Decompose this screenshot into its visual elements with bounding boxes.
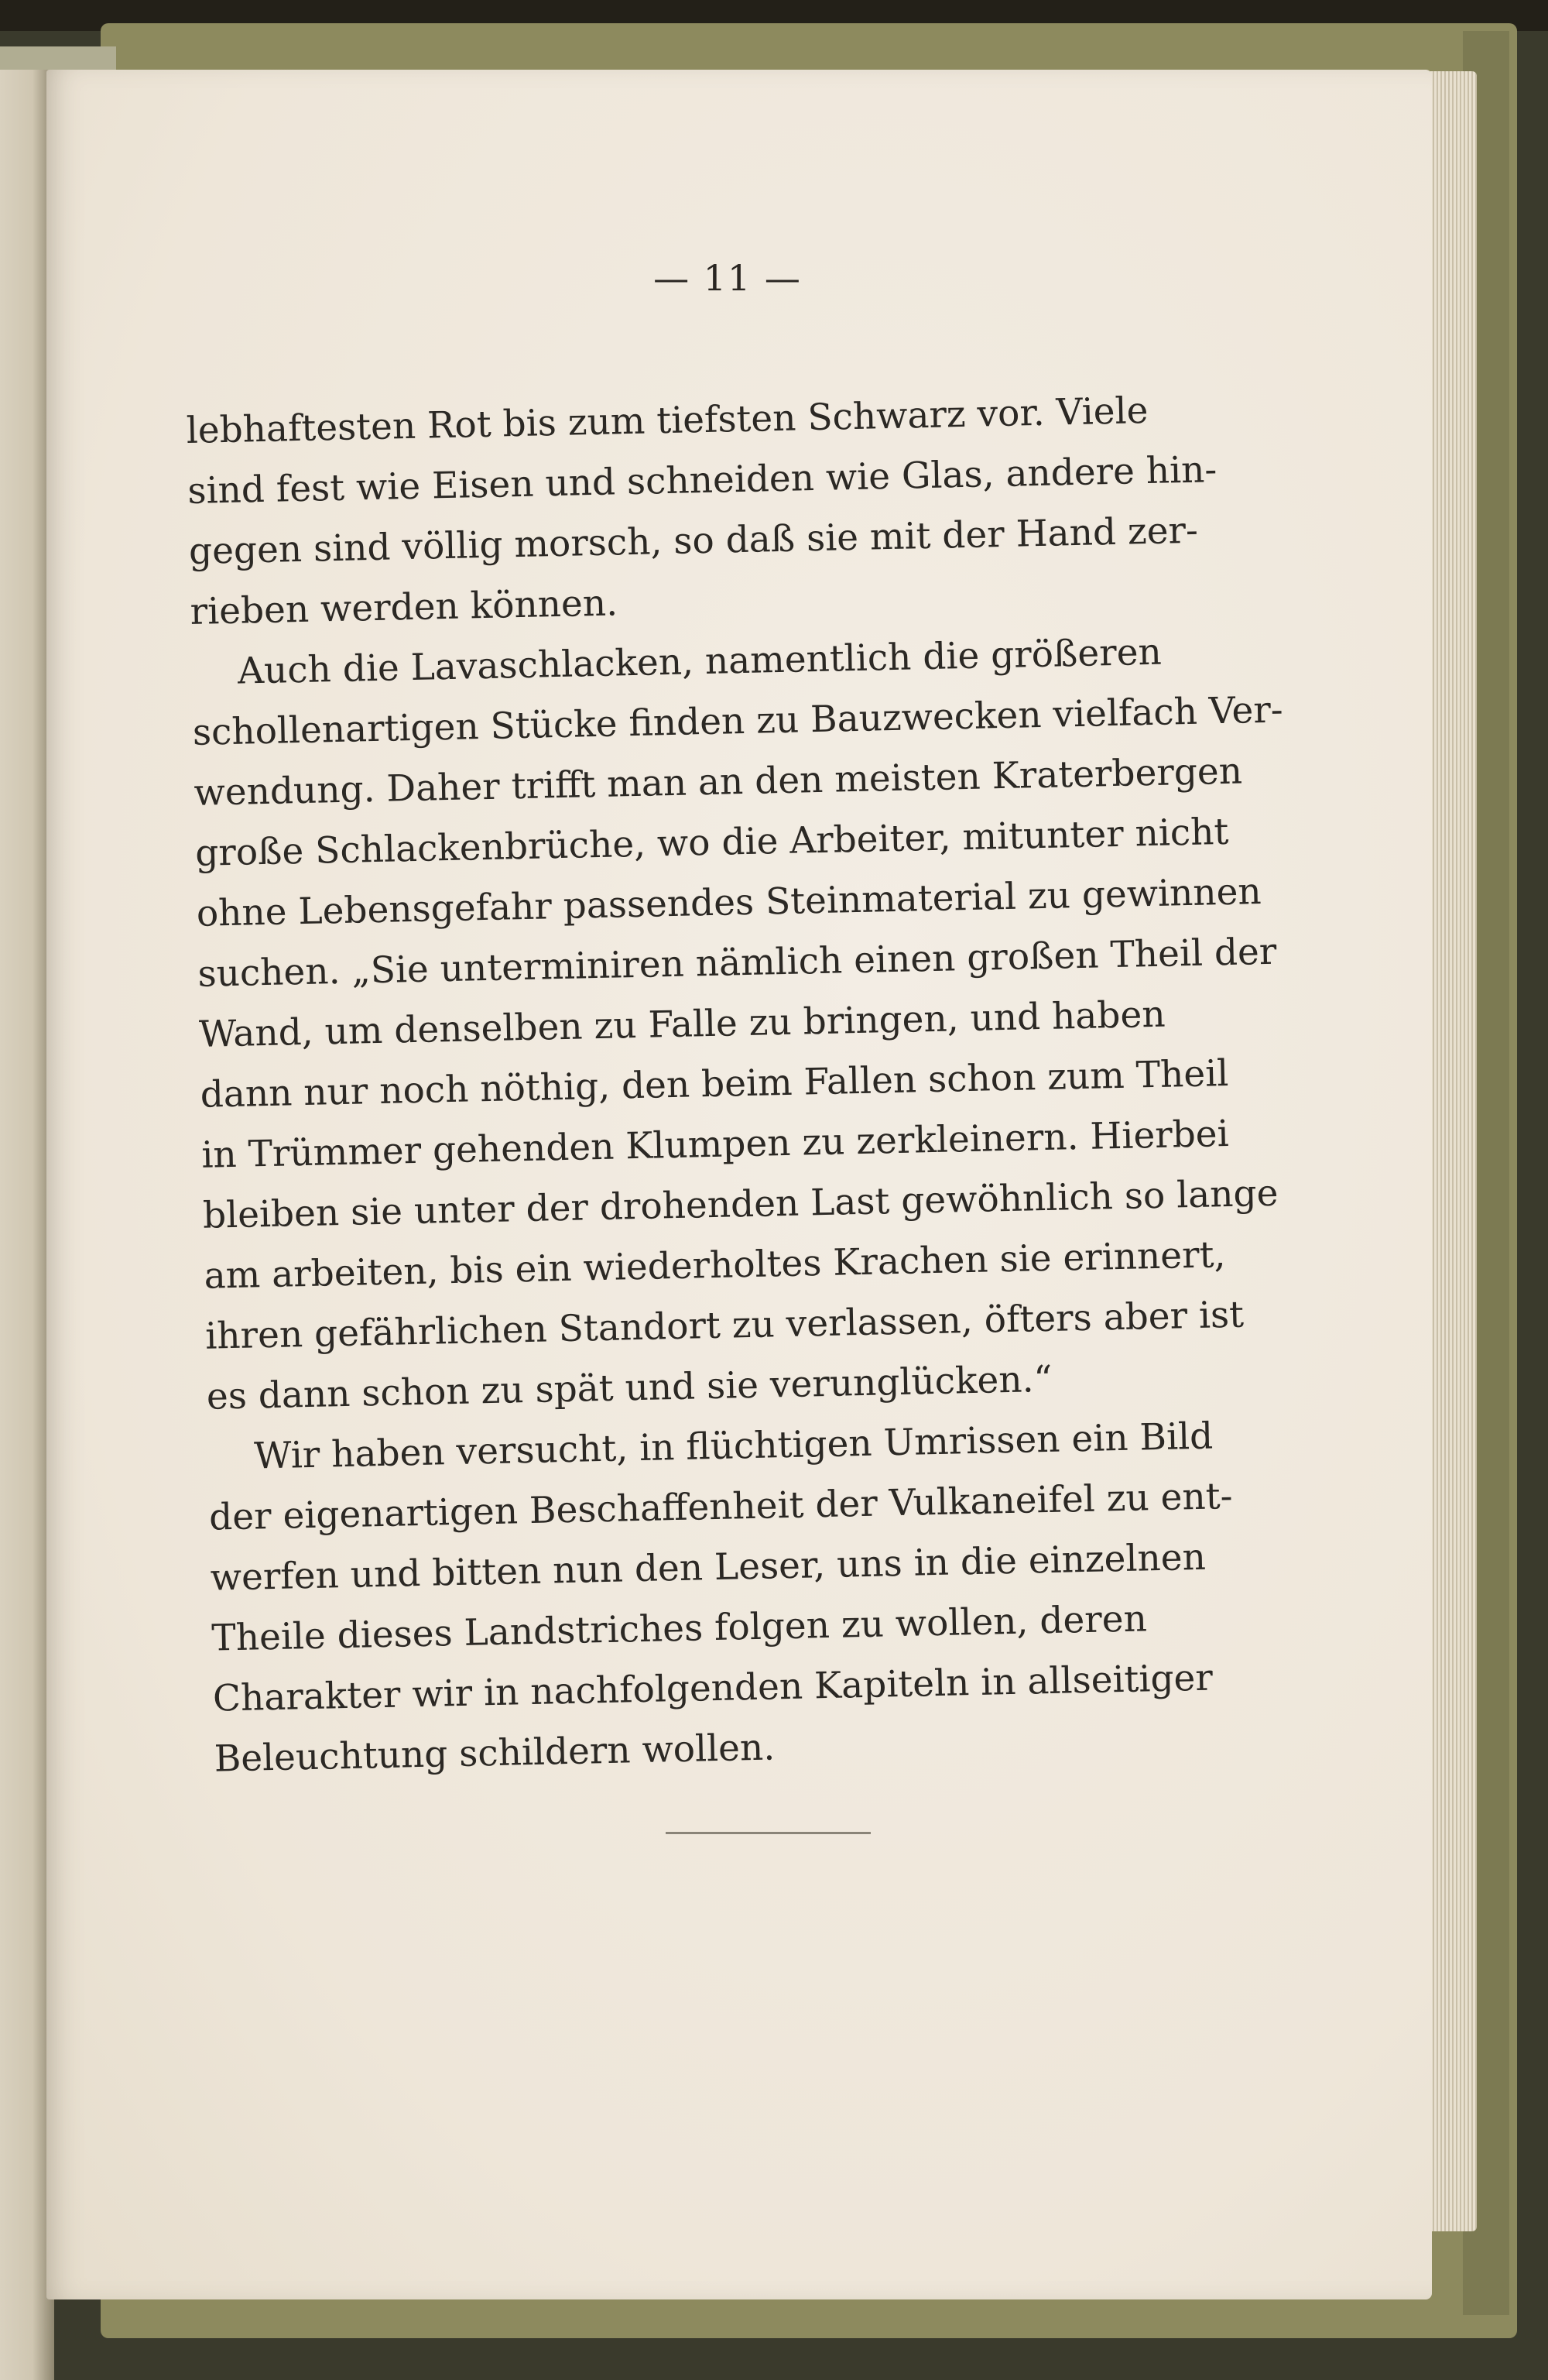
text-line: wendung. Daher trifft man an den meisten Kraterbergen: [194, 749, 1243, 814]
page-number: — 11 —: [653, 257, 802, 299]
text-line: Charakter wir in nachfolgenden Kapiteln in allseitiger: [212, 1656, 1214, 1720]
text-line: Wir haben versucht, in flüchtigen Umrissen ein Bild: [207, 1415, 1214, 1479]
text-line: Wand, um denselben zu Falle zu bringen, und haben: [198, 993, 1166, 1056]
text-line: am arbeiten, bis ein wiederholtes Krachen sie erinnert,: [204, 1233, 1226, 1298]
section-separator-rule: [666, 1832, 871, 1834]
text-line: bleiben sie unter der drohenden Last gewöhnlich so lange: [202, 1171, 1279, 1237]
text-line: lebhaftesten Rot bis zum tiefsten Schwarz vor. Viele: [186, 389, 1149, 452]
text-line: ihren gefährlichen Standort zu verlassen, öfters aber ist: [204, 1293, 1245, 1358]
text-line: rieben werden können.: [190, 581, 618, 633]
text-line: große Schlackenbrüche, wo die Arbeiter, mitunter nicht: [194, 810, 1229, 875]
text-line: dann nur noch nöthig, den beim Fallen schon zum Theil: [200, 1051, 1229, 1116]
book-page: [46, 70, 1432, 2299]
body-text: [186, 377, 1352, 1789]
text-line: sind fest wie Eisen und schneiden wie Glas, andere hin-: [187, 448, 1218, 513]
text-line: werfen und bitten nun den Leser, uns in die einzelnen: [210, 1535, 1207, 1600]
text-line: ohne Lebensgefahr passendes Steinmaterial zu gewinnen: [196, 870, 1262, 935]
text-line: Beleuchtung schildern wollen.: [214, 1726, 776, 1781]
text-line: Auch die Lavaschlacken, namentlich die größeren: [190, 630, 1163, 694]
text-line: Theile dieses Landstriches folgen zu wollen, deren: [211, 1597, 1148, 1660]
text-line: der eigenartigen Beschaffenheit der Vulkaneifel zu ent-: [208, 1474, 1234, 1539]
text-line: gegen sind völlig morsch, so daß sie mit der Hand zer-: [188, 509, 1199, 573]
text-line: in Trümmer gehenden Klumpen zu zerkleinern. Hierbei: [200, 1112, 1230, 1177]
text-line: suchen. „Sie unterminiren nämlich einen großen Theil der: [197, 930, 1277, 996]
text-line: schollenartigen Stücke finden zu Bauzwecken vielfach Ver-: [192, 688, 1284, 754]
text-line: es dann schon zu spät und sie verunglücken.“: [206, 1357, 1053, 1418]
